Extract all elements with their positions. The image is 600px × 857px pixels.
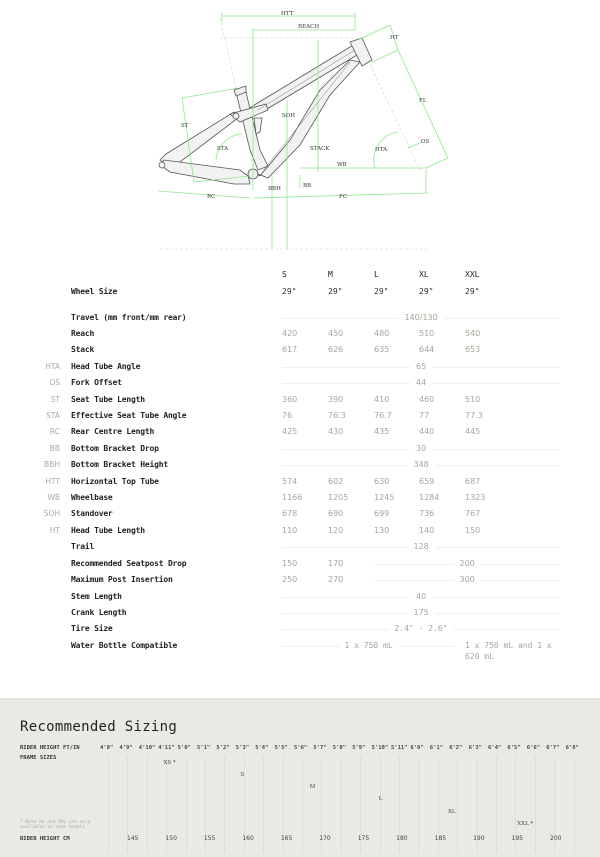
ft-in-tick: 6'7" bbox=[546, 745, 560, 751]
row-value-l: 635 bbox=[374, 345, 390, 354]
row-value-m: 690 bbox=[328, 509, 344, 518]
ft-in-tick: 4'10" bbox=[138, 745, 156, 751]
row-value-xl: 29" bbox=[419, 287, 434, 296]
ft-in-tick: 5'2" bbox=[216, 745, 230, 751]
row-value-s: 76 bbox=[282, 411, 293, 420]
frame-size-marker: XL bbox=[448, 809, 456, 815]
row-value-m: 1205 bbox=[328, 493, 349, 502]
rider-height-ftin-label: RIDER HEIGHT FT/IN bbox=[20, 745, 80, 751]
steer-axis-line bbox=[368, 60, 420, 170]
row-value-l: 29" bbox=[374, 287, 389, 296]
row-label: Wheelbase bbox=[71, 493, 113, 502]
row-value-xl: 1284 bbox=[419, 493, 440, 502]
span-value: 40 bbox=[410, 589, 432, 605]
table-row bbox=[0, 441, 600, 457]
ft-in-tick: 5'3" bbox=[235, 745, 250, 751]
label-soh: SOH bbox=[282, 113, 296, 119]
frame-size-marker: M bbox=[309, 784, 316, 790]
cm-tick: 195 bbox=[511, 835, 523, 842]
row-value-xxl: 77.3 bbox=[465, 411, 483, 420]
row-value-s: 678 bbox=[282, 509, 298, 518]
ft-in-tick: 6'2" bbox=[449, 745, 463, 751]
ft-in-tick: 6'1" bbox=[429, 745, 444, 751]
table-row bbox=[0, 572, 600, 588]
row-value-l: 480 bbox=[374, 329, 390, 338]
cm-tick: 200 bbox=[550, 835, 562, 842]
row-value-m: 626 bbox=[328, 345, 344, 354]
table-row bbox=[0, 523, 600, 539]
table-row bbox=[0, 556, 600, 572]
span-value: 44 bbox=[410, 375, 432, 391]
grid-line bbox=[496, 757, 497, 853]
label-stack: STACK bbox=[310, 146, 330, 152]
row-value-xxl: 767 bbox=[465, 509, 481, 518]
row-value-xl: 659 bbox=[419, 477, 435, 486]
row-abbreviation: HTT bbox=[45, 477, 60, 486]
label-hta: HTA bbox=[375, 147, 388, 153]
span-value: 200 bbox=[454, 556, 481, 572]
span-value: 65 bbox=[410, 359, 432, 375]
row-abbreviation: BB bbox=[49, 444, 60, 453]
sizing-title: Recommended Sizing bbox=[20, 719, 178, 735]
row-label: Water Bottle Compatible bbox=[71, 641, 178, 650]
row-value-l: 130 bbox=[374, 526, 390, 535]
row-value-l: 699 bbox=[374, 509, 390, 518]
row-value-xxl: 510 bbox=[465, 395, 481, 404]
span-value: 140/130 bbox=[399, 310, 444, 326]
row-label: Trail bbox=[71, 542, 95, 551]
cm-tick: 150 bbox=[165, 835, 177, 842]
grid-line bbox=[535, 757, 536, 853]
ft-in-tick: 5'11" bbox=[391, 745, 408, 751]
row-abbreviation: SOH bbox=[43, 509, 60, 518]
frame-size-marker: L bbox=[378, 796, 383, 802]
ft-in-tick: 5'10" bbox=[371, 745, 389, 751]
row-value-s: 617 bbox=[282, 345, 298, 354]
ft-in-tick: 6'0" bbox=[410, 745, 424, 751]
row-value-xxl: 1323 bbox=[465, 493, 486, 502]
ft-in-tick: 5'7" bbox=[313, 745, 327, 751]
table-row bbox=[0, 424, 600, 440]
grid-line bbox=[302, 757, 303, 853]
frame-size-marker: XXL * bbox=[517, 821, 534, 827]
cm-tick: 185 bbox=[434, 835, 447, 842]
size-header-xxl: XXL bbox=[465, 270, 480, 279]
row-label: Travel (mm front/mm rear) bbox=[71, 313, 187, 322]
row-value-s: 420 bbox=[282, 329, 298, 338]
row-value-s: 250 bbox=[282, 575, 298, 584]
row-value-l: 630 bbox=[374, 477, 390, 486]
label-htt: HTT bbox=[281, 11, 294, 17]
cm-tick: 170 bbox=[319, 835, 331, 842]
grid-line bbox=[263, 757, 264, 853]
row-value-xxl: 150 bbox=[465, 526, 481, 535]
table-row bbox=[0, 342, 600, 358]
ft-in-tick: 6'5" bbox=[507, 745, 521, 751]
row-label: Wheel Size bbox=[71, 287, 118, 296]
row-label: Seat Tube Length bbox=[71, 395, 145, 404]
row-value-xl: 510 bbox=[419, 329, 435, 338]
label-reach: REACH bbox=[298, 24, 320, 30]
table-row bbox=[0, 605, 600, 621]
row-value-l: 1245 bbox=[374, 493, 395, 502]
row-value-xxl: 29" bbox=[465, 287, 480, 296]
row-label: Horizontal Top Tube bbox=[71, 477, 159, 486]
ft-in-tick: 6'4" bbox=[488, 745, 502, 751]
cm-tick: 190 bbox=[473, 835, 485, 842]
table-row bbox=[0, 408, 600, 424]
table-row bbox=[0, 457, 600, 473]
row-value-xl: 440 bbox=[419, 427, 435, 436]
size-header-l: L bbox=[374, 270, 379, 279]
ft-in-tick: 5'9" bbox=[352, 745, 366, 751]
row-value-s: 425 bbox=[282, 427, 298, 436]
grid-line bbox=[574, 757, 575, 853]
span-value: 128 bbox=[408, 539, 435, 555]
row-value-s: 150 bbox=[282, 559, 298, 568]
frame-geometry-diagram bbox=[150, 0, 450, 260]
row-abbreviation: HTA bbox=[45, 362, 60, 371]
grid-line bbox=[380, 757, 381, 853]
row-value-s: 110 bbox=[282, 526, 298, 535]
row-label: Bottom Bracket Drop bbox=[71, 444, 159, 453]
row-label: Head Tube Length bbox=[71, 526, 145, 535]
grid-line bbox=[186, 757, 187, 853]
row-value-l: 76.7 bbox=[374, 411, 392, 420]
ft-in-tick: 5'1" bbox=[197, 745, 211, 751]
row-abbreviation: HT bbox=[49, 526, 60, 535]
span-value: 1 x 750 mL bbox=[339, 638, 399, 654]
row-label: Rear Centre Length bbox=[71, 427, 155, 436]
ft-in-tick: 5'8" bbox=[332, 745, 347, 751]
span-value: 30 bbox=[410, 441, 432, 457]
row-label: Stack bbox=[71, 345, 95, 354]
row-label: Head Tube Angle bbox=[71, 362, 141, 371]
table-row bbox=[0, 539, 600, 555]
span-value: 300 bbox=[454, 572, 481, 588]
row-abbreviation: ST bbox=[50, 395, 60, 404]
row-abbreviation: WB bbox=[47, 493, 60, 502]
row-value-xl: 644 bbox=[419, 345, 435, 354]
ft-in-tick: 5'4" bbox=[255, 745, 269, 751]
cm-tick: 145 bbox=[127, 835, 139, 842]
row-value-xl: 140 bbox=[419, 526, 435, 535]
label-fc: FC bbox=[339, 194, 348, 200]
row-abbreviation: OS bbox=[49, 378, 60, 387]
row-value-xxl: 445 bbox=[465, 427, 481, 436]
ft-in-tick: 4'8" bbox=[100, 745, 114, 751]
ft-in-tick: 5'6" bbox=[294, 745, 308, 751]
row-value-l: 410 bbox=[374, 395, 390, 404]
table-row bbox=[0, 284, 600, 300]
row-value-xl: 460 bbox=[419, 395, 435, 404]
row-value-m: 602 bbox=[328, 477, 344, 486]
row-value-m: 170 bbox=[328, 559, 344, 568]
cm-tick: 180 bbox=[396, 835, 408, 842]
row-label: Crank Length bbox=[71, 608, 127, 617]
row-value-m: 76.3 bbox=[328, 411, 346, 420]
table-row bbox=[0, 359, 600, 375]
row-label: Tire Size bbox=[71, 624, 113, 633]
row-value-m: 430 bbox=[328, 427, 344, 436]
ft-in-tick: 6'8" bbox=[565, 745, 579, 751]
table-row bbox=[0, 474, 600, 490]
grid-line bbox=[224, 757, 225, 853]
label-fl: FL bbox=[419, 98, 427, 104]
row-label: Recommended Seatpost Drop bbox=[71, 559, 187, 568]
row-value-m: 29" bbox=[328, 287, 343, 296]
frame-size-marker: S bbox=[240, 772, 245, 778]
row-abbreviation: RC bbox=[49, 427, 60, 436]
label-os: OS bbox=[421, 139, 430, 145]
grid-line bbox=[457, 757, 458, 853]
row-value-s: 360 bbox=[282, 395, 298, 404]
span-value: 348 bbox=[408, 457, 435, 473]
ft-in-tick: 6'3" bbox=[468, 745, 482, 751]
grid-line bbox=[147, 757, 148, 853]
row-label: Standover bbox=[71, 509, 113, 518]
recommended-sizing-section bbox=[0, 698, 600, 857]
table-row bbox=[0, 392, 600, 408]
row-label: Stem Length bbox=[71, 592, 122, 601]
row-label: Maximum Post Insertion bbox=[71, 575, 173, 584]
row-value-s: 29" bbox=[282, 287, 297, 296]
row-value-m: 120 bbox=[328, 526, 344, 535]
size-header-s: S bbox=[282, 270, 287, 279]
frame-sizes-label: FRAME SIZES bbox=[20, 755, 57, 761]
row-abbreviation: STA bbox=[46, 411, 60, 420]
grid-line bbox=[108, 757, 109, 853]
row-value-s: 1166 bbox=[282, 493, 303, 502]
table-row bbox=[0, 490, 600, 506]
row-value-xxl: 653 bbox=[465, 345, 481, 354]
cm-tick: 155 bbox=[203, 835, 216, 842]
row-value-m: 450 bbox=[328, 329, 344, 338]
grid-line bbox=[341, 757, 342, 853]
table-row bbox=[0, 621, 600, 637]
span-value: 175 bbox=[408, 605, 435, 621]
label-ht: HT bbox=[390, 35, 399, 41]
table-row bbox=[0, 589, 600, 605]
label-st: ST bbox=[181, 123, 189, 129]
cm-tick: 165 bbox=[280, 835, 293, 842]
table-row bbox=[0, 506, 600, 522]
size-header-xl: XL bbox=[419, 270, 429, 279]
table-row bbox=[0, 310, 600, 326]
row-value-m: 270 bbox=[328, 575, 344, 584]
row-abbreviation: BBH bbox=[44, 460, 60, 469]
ft-in-tick: 5'0" bbox=[177, 745, 191, 751]
row-value-xxl: 540 bbox=[465, 329, 481, 338]
row-value-l: 435 bbox=[374, 427, 390, 436]
row-label: Effective Seat Tube Angle bbox=[71, 411, 187, 420]
table-row bbox=[0, 375, 600, 391]
ft-in-tick: 4'11" bbox=[158, 745, 175, 751]
row-value-m: 390 bbox=[328, 395, 344, 404]
ft-in-tick: 6'6" bbox=[526, 745, 541, 751]
rider-height-cm-label: RIDER HEIGHT CM bbox=[20, 836, 70, 842]
size-header-m: M bbox=[328, 270, 333, 279]
grid-line bbox=[418, 757, 419, 853]
table-row bbox=[0, 638, 600, 661]
row-value-xl: 736 bbox=[419, 509, 435, 518]
label-sta: STA bbox=[217, 146, 229, 152]
span-value: 2.4" - 2.6" bbox=[389, 621, 454, 637]
table-row bbox=[0, 326, 600, 342]
row-value-xxl: 687 bbox=[465, 477, 481, 486]
row-label: Fork Offset bbox=[71, 378, 122, 387]
label-bbh: BBH bbox=[268, 186, 281, 192]
row-label: Bottom Bracket Height bbox=[71, 460, 168, 469]
row-value-s: 574 bbox=[282, 477, 298, 486]
row-value-xl: 77 bbox=[419, 411, 430, 420]
label-bb: BB bbox=[303, 183, 312, 189]
ft-in-tick: 4'9" bbox=[119, 745, 133, 751]
cm-tick: 160 bbox=[242, 835, 254, 842]
row-label: Reach bbox=[71, 329, 95, 338]
label-rc: RC bbox=[207, 194, 216, 200]
frame-size-marker: XS * bbox=[163, 760, 176, 766]
label-wb: WB bbox=[337, 162, 347, 168]
span-value: 1 x 750 mL and 1 x 620 mL bbox=[465, 638, 555, 662]
ft-in-tick: 5'5" bbox=[274, 745, 288, 751]
sizing-note: * Note XS and XXL are only available in some models bbox=[20, 820, 91, 830]
cm-tick: 175 bbox=[357, 835, 370, 842]
